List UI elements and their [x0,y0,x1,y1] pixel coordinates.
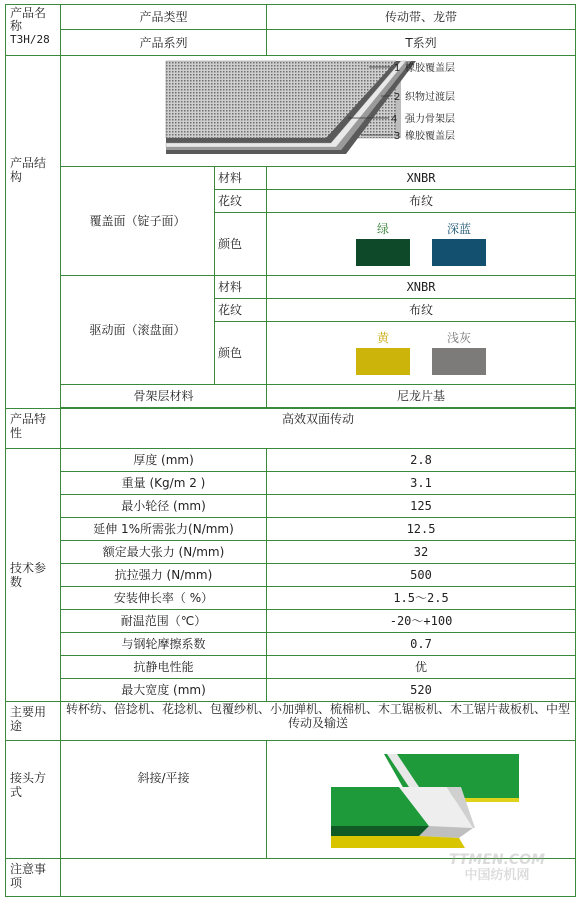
spec-table [5,4,576,897]
drive-color-label: 颜色 [215,322,267,385]
drive-swatch-lightgray [432,331,486,375]
usage-value: 转杯纺、倍捻机、花捻机、包覆纱机、小加弹机、梳棉机、木工锯板机、木工锯片裁板机、中型传动及输送 [61,702,576,741]
layer-num-3: 3 [394,131,401,142]
drive-material-label: 材料 [215,276,267,299]
joint-lower-yellow [331,836,465,848]
param-value: 125 [267,495,576,518]
cover-face-label: 覆盖面（锭子面） [61,167,215,276]
cover-pattern-label: 花纹 [215,190,267,213]
param-value: 500 [267,564,576,587]
notes-value [61,859,576,897]
drive-pattern-value: 布纹 [267,299,576,322]
layer-name-3: 橡胶覆盖层 [405,131,455,142]
cover-color-darkblue-label: 深蓝 [447,222,472,236]
product-name-label: 产品名称 [10,6,47,33]
product-series-label: 产品系列 [61,30,267,56]
joint-diagram-cell [267,741,576,859]
skeleton-material-value: 尼龙片基 [267,385,576,408]
watermark-line2: 中国纺机网 [464,868,530,883]
joint-diagram [269,742,574,854]
drive-color-lightgray-label: 浅灰 [447,331,472,345]
structure-label: 产品结构 [10,156,47,184]
usage-label: 主要用途 [10,705,47,733]
tech-label: 技术参数 [10,561,47,589]
notes-label-cell [6,859,61,897]
cover-color-green-box [356,239,410,266]
spec-sheet [5,4,576,897]
cover-swatch-row [267,222,575,266]
layer-name-2: 织物过渡层 [405,92,455,103]
watermark-line1: TTMEN.COM [448,852,546,868]
param-name: 厚度 (mm) [61,449,267,472]
layer-num-1: 1 [394,63,401,74]
feature-label: 产品特性 [10,412,47,440]
param-name: 安装伸长率（ %） [61,587,267,610]
layer-num-4: 4 [391,114,398,125]
param-value: 32 [267,541,576,564]
cover-material-label: 材料 [215,167,267,190]
cover-color-green-label: 绿 [377,222,390,236]
drive-pattern-label: 花纹 [215,299,267,322]
param-value: 2.8 [267,449,576,472]
param-name: 最小轮径 (mm) [61,495,267,518]
drive-color-yellow-label: 黄 [377,331,390,345]
cover-color-darkblue-box [432,239,486,266]
joint-label: 接头方式 [10,771,47,799]
param-name: 耐温范围（℃） [61,610,267,633]
feature-value: 高效双面传动 [61,409,576,449]
joint-value: 斜接/平接 [61,741,267,859]
product-model: T3H/28 [10,33,50,46]
param-value: 0.7 [267,633,576,656]
drive-swatch-yellow [356,331,410,375]
drive-material-value: XNBR [267,276,576,299]
param-value: 优 [267,656,576,679]
layer-num-2: 2 [394,92,401,103]
tech-label-cell [6,449,61,702]
param-value: 520 [267,679,576,702]
structure-label-cell [6,56,61,409]
param-name: 抗拉强力 (N/mm) [61,564,267,587]
feature-label-cell [6,409,61,449]
product-name-cell [6,5,61,56]
product-type-value: 传动带、龙带 [267,5,576,30]
param-name: 延伸 1%所需张力(N/mm) [61,518,267,541]
cover-swatch-darkblue [432,222,486,266]
product-type-label: 产品类型 [61,5,267,30]
param-name: 最大宽度 (mm) [61,679,267,702]
usage-label-cell [6,702,61,741]
param-value: -20～+100 [267,610,576,633]
drive-swatch-row [267,331,575,375]
param-name: 额定最大张力 (N/mm) [61,541,267,564]
drive-face-label: 驱动面（滚盘面） [61,276,215,385]
joint-label-cell [6,741,61,859]
skeleton-material-label: 骨架层材料 [61,385,267,408]
param-name: 重量 (Kg/m 2 ) [61,472,267,495]
structure-diagram-cell [61,56,576,167]
cover-pattern-value: 布纹 [267,190,576,213]
joint-lower-dark [331,826,429,836]
drive-color-yellow-box [356,348,410,375]
layer-name-4: 强力骨架层 [405,114,455,125]
param-name: 抗静电性能 [61,656,267,679]
drive-color-lightgray-box [432,348,486,375]
param-value: 3.1 [267,472,576,495]
param-value: 12.5 [267,518,576,541]
cover-color-label: 颜色 [215,213,267,276]
cover-color-cell [267,213,576,276]
notes-label: 注意事项 [10,862,47,890]
param-name: 与钢轮摩擦系数 [61,633,267,656]
cover-swatch-green [356,222,410,266]
layer-name-1: 橡胶覆盖层 [405,63,455,74]
drive-color-cell [267,322,576,385]
product-series-value: T系列 [267,30,576,56]
param-value: 1.5～2.5 [267,587,576,610]
belt-structure-diagram [61,56,576,163]
cover-material-value: XNBR [267,167,576,190]
